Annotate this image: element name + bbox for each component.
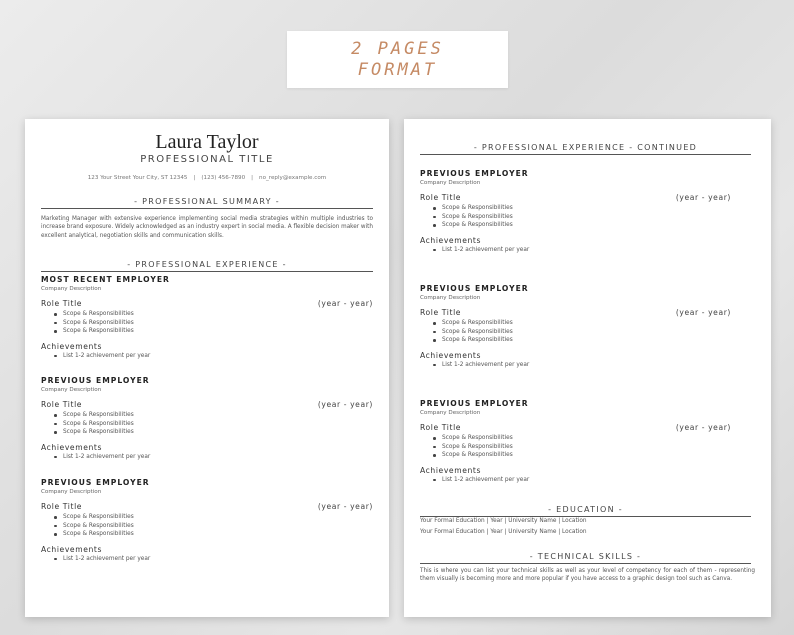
resume-page-2 [404, 119, 771, 617]
achievement-list [420, 246, 731, 255]
job-entry [420, 169, 731, 254]
role-row [420, 308, 731, 319]
responsibility-list [420, 204, 731, 230]
achievement-list [41, 352, 373, 361]
resume-name: Laura Taylor [155, 131, 259, 153]
role-years: (year - year) [317, 502, 373, 511]
achievement-list [41, 453, 373, 462]
responsibility-item: Scope & Responsibilities [41, 411, 373, 420]
employer-name: PREVIOUS EMPLOYER [420, 399, 529, 408]
achievement-item: List 1-2 achievement per year [41, 453, 373, 462]
achievements-label: Achievements [420, 235, 482, 245]
achievement-item: List 1-2 achievement per year [41, 352, 373, 361]
responsibility-item: Scope & Responsibilities [420, 443, 731, 452]
achievements-label: Achievements [420, 465, 482, 475]
responsibility-list [41, 310, 373, 336]
badge-line-1: 2 PAGES [351, 38, 444, 59]
achievement-item: List 1-2 achievement per year [420, 361, 731, 370]
role-title: Role Title [420, 193, 462, 202]
role-years: (year - year) [317, 400, 373, 409]
company-description: Company Description [41, 387, 102, 393]
summary-text: Marketing Manager with extensive experience implementing social media strategies within multiple industries to increase brand exposure. Widely acknowledged as an industry expert in social media. A flexible decision maker with excellent analytical, negotiation skills and communication skills. [41, 216, 373, 239]
responsibility-item: Scope & Responsibilities [420, 213, 731, 222]
job-entry [41, 275, 373, 360]
achievement-list [420, 361, 731, 370]
resume-page-1 [25, 119, 389, 617]
achievement-item: List 1-2 achievement per year [41, 555, 373, 564]
employer-name: PREVIOUS EMPLOYER [41, 376, 150, 385]
employer-name: PREVIOUS EMPLOYER [41, 478, 150, 487]
company-description: Company Description [420, 295, 481, 301]
responsibility-item: Scope & Responsibilities [41, 327, 373, 336]
responsibility-list [41, 513, 373, 539]
responsibility-item: Scope & Responsibilities [41, 513, 373, 522]
role-row [420, 193, 731, 204]
responsibility-list [420, 434, 731, 460]
role-title: Role Title [420, 423, 462, 432]
education-entry: Your Formal Education | Year | University Name | Location [420, 518, 587, 524]
responsibility-item: Scope & Responsibilities [41, 530, 373, 539]
achievement-list [41, 555, 373, 564]
responsibility-item: Scope & Responsibilities [41, 310, 373, 319]
job-entry [420, 399, 731, 484]
badge-line-2: FORMAT [357, 59, 438, 80]
skills-text: This is where you can list your technical skills as well as your level of competency for each of them - representing them visually is becoming more and more popular if you have access to a graphic design tool such as Canva. [420, 568, 755, 582]
education-heading: - EDUCATION - [420, 505, 751, 517]
format-badge [287, 31, 508, 88]
skills-heading: - TECHNICAL SKILLS - [420, 552, 751, 564]
education-entry: Your Formal Education | Year | University Name | Location [420, 529, 587, 535]
job-entry [41, 376, 373, 461]
role-title: Role Title [41, 502, 83, 511]
contact-phone: (123) 456-7890 [201, 175, 246, 181]
experience-heading: - PROFESSIONAL EXPERIENCE - [41, 260, 373, 272]
employer-name: PREVIOUS EMPLOYER [420, 284, 529, 293]
role-title: Role Title [41, 400, 83, 409]
summary-heading: - PROFESSIONAL SUMMARY - [41, 197, 373, 209]
role-title: Role Title [41, 299, 83, 308]
employer-name: PREVIOUS EMPLOYER [420, 169, 529, 178]
company-description: Company Description [420, 180, 481, 186]
experience-continued-heading: - PROFESSIONAL EXPERIENCE - CONTINUED [420, 143, 751, 155]
achievements-label: Achievements [41, 442, 103, 452]
company-description: Company Description [420, 410, 481, 416]
company-description: Company Description [41, 489, 102, 495]
achievements-label: Achievements [41, 544, 103, 554]
contact-address: 123 Your Street Your City, ST 12345 [87, 175, 188, 181]
achievements-label: Achievements [420, 350, 482, 360]
contact-email: no_reply@example.com [259, 175, 327, 181]
employer-name: MOST RECENT EMPLOYER [41, 275, 170, 284]
role-years: (year - year) [317, 299, 373, 308]
role-row [420, 423, 731, 434]
professional-title: PROFESSIONAL TITLE [140, 154, 274, 165]
role-title: Role Title [420, 308, 462, 317]
job-entry [420, 284, 731, 369]
achievement-item: List 1-2 achievement per year [420, 246, 731, 255]
responsibility-item: Scope & Responsibilities [420, 319, 731, 328]
responsibility-item: Scope & Responsibilities [420, 336, 731, 345]
responsibility-list [420, 319, 731, 345]
achievement-list [420, 476, 731, 485]
responsibility-item: Scope & Responsibilities [41, 428, 373, 437]
responsibility-item: Scope & Responsibilities [420, 434, 731, 443]
responsibility-item: Scope & Responsibilities [41, 319, 373, 328]
contact-separator: | [193, 175, 196, 181]
responsibility-item: Scope & Responsibilities [41, 522, 373, 531]
responsibility-item: Scope & Responsibilities [420, 221, 731, 230]
role-row [41, 400, 373, 411]
job-entry [41, 478, 373, 563]
role-years: (year - year) [675, 308, 731, 317]
achievements-label: Achievements [41, 341, 103, 351]
achievement-item: List 1-2 achievement per year [420, 476, 731, 485]
role-years: (year - year) [675, 423, 731, 432]
responsibility-item: Scope & Responsibilities [420, 204, 731, 213]
contact-line [25, 175, 389, 181]
contact-separator: | [251, 175, 254, 181]
role-row [41, 502, 373, 513]
responsibility-item: Scope & Responsibilities [420, 328, 731, 337]
role-row [41, 299, 373, 310]
role-years: (year - year) [675, 193, 731, 202]
responsibility-item: Scope & Responsibilities [420, 451, 731, 460]
responsibility-item: Scope & Responsibilities [41, 420, 373, 429]
responsibility-list [41, 411, 373, 437]
company-description: Company Description [41, 286, 102, 292]
